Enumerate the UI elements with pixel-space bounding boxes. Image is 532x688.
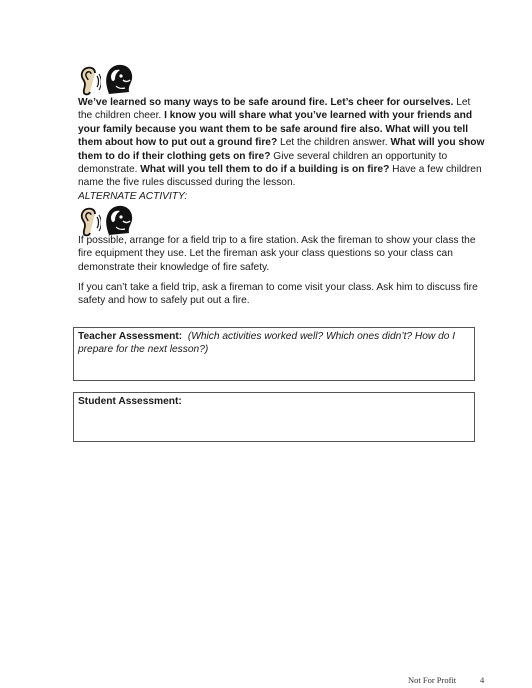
talking-head-icon xyxy=(101,62,135,96)
listen-speak-icons xyxy=(79,62,135,96)
footer-text: Not For Profit xyxy=(408,675,457,685)
fireman-visit-paragraph: If you can’t take a field trip, ask a fireman to come visit your class. Ask him to discuss fire safety and how to safely put out a fire. xyxy=(78,282,478,307)
text-run: Let the children cheer. xyxy=(78,97,471,122)
talking-head-icon xyxy=(101,203,135,237)
text-run: What will you tell them to do if a building is on fire? xyxy=(140,164,390,176)
field-trip-paragraph: If possible, arrange for a field trip to a fire station. Ask the fireman to show your class the fire equipment they use. Let the fireman ask your class questions so your class can demonstrate their knowledge of fire safety. xyxy=(78,235,476,273)
alternate-activity-heading: ALTERNATE ACTIVITY: xyxy=(78,191,188,202)
text-run: Give several children an opportunity to demonstrate. xyxy=(78,150,448,176)
text-run: I know you will share what you’ve learned with your friends and your family because you want them to be safe around fire also. What will you tell them about how to put out a ground fire? xyxy=(78,110,473,149)
text-run: We’ve learned so many ways to be safe around fire. Let’s cheer for ourselves. xyxy=(78,97,454,108)
student-assessment-box[interactable] xyxy=(73,392,475,442)
page-footer xyxy=(408,675,485,685)
ear-icon xyxy=(79,66,101,96)
teacher-assessment-box[interactable] xyxy=(73,327,475,381)
page-number: 4 xyxy=(480,675,485,685)
cheer-paragraph xyxy=(78,96,486,190)
text-run: Let the children answer. xyxy=(277,137,391,149)
teacher-assessment-label: Teacher Assessment: xyxy=(78,331,183,342)
text-run: Have a few children name the five rules discussed during the lesson. xyxy=(78,164,482,189)
student-assessment-label: Student Assessment: xyxy=(78,396,182,407)
text-run: What will you show them to do if their clothing gets on fire? xyxy=(78,137,485,162)
teacher-assessment-note: (Which activities worked well? Which ones didn’t? How do I prepare for the next lesson?) xyxy=(78,331,456,356)
listen-speak-icons xyxy=(79,203,135,237)
ear-icon xyxy=(79,207,101,237)
